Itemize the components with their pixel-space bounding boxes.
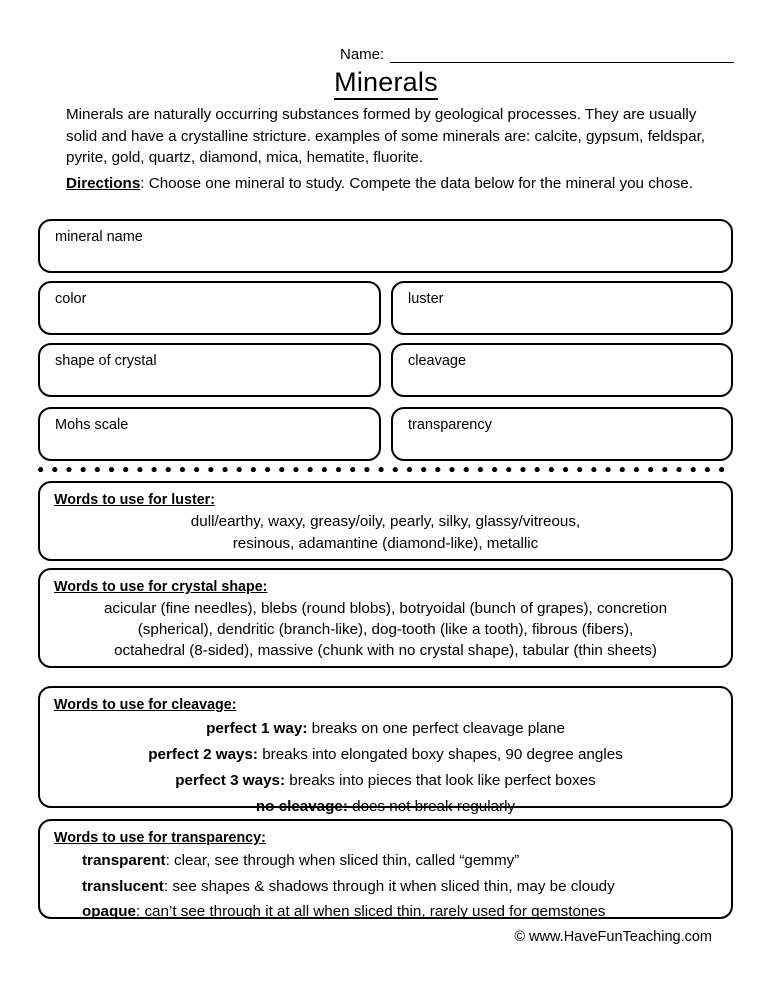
- field-label-cleavage: cleavage: [408, 353, 467, 369]
- reference-line: acicular (fine needles), blebs (round blobs), botryoidal (bunch of grapes), concretion: [103, 600, 668, 617]
- field-color[interactable]: [38, 281, 381, 335]
- reference-definition-term: transparent: [82, 852, 166, 869]
- field-label-transparency: transparency: [408, 417, 492, 433]
- reference-line: dull/earthy, waxy, greasy/oily, pearly, silky, glassy/vitreous,: [190, 513, 581, 530]
- reference-definition-line: [82, 849, 731, 873]
- field-shape-of-crystal[interactable]: [38, 343, 381, 397]
- reference-definition-line: [82, 900, 731, 924]
- field-label-mineral-name: mineral name: [55, 229, 143, 245]
- reference-definition-line: [82, 875, 731, 899]
- field-label-luster: luster: [408, 291, 444, 307]
- reference-definition-desc: : see shapes & shadows through it when sliced thin, may be cloudy: [163, 877, 615, 895]
- reference-definition-line: [40, 769, 731, 792]
- reference-body-crystal-shape: [40, 598, 731, 661]
- reference-definition-line: [40, 743, 731, 766]
- reference-body-cleavage: [40, 717, 731, 818]
- name-label: Name:: [340, 46, 385, 63]
- page-title-text: Minerals: [334, 67, 438, 100]
- directions-label: Directions: [66, 175, 141, 192]
- reference-heading-transparency: Words to use for transparency:: [54, 830, 266, 846]
- reference-line: (spherical), dendritic (branch-like), dog-tooth (like a tooth), fibrous (fibers),: [137, 621, 634, 638]
- reference-box-crystal-shape: [38, 568, 733, 668]
- directions-paragraph: [66, 173, 714, 195]
- intro-paragraph: Minerals are naturally occurring substances formed by geological processes. They are usually solid and have a crystalline stricture. examples of some minerals are: calcite, gypsum, feldspar, pyrite, gold, quartz, diamond, mica, hematite, fluorite.: [66, 106, 706, 166]
- reference-definition-term: perfect 3 ways:: [175, 772, 286, 789]
- field-label-mohs-scale: Mohs scale: [55, 417, 129, 433]
- directions-text: : Choose one mineral to study. Compete the data below for the mineral you chose.: [140, 175, 693, 192]
- reference-definition-term: translucent: [82, 877, 164, 895]
- name-field-row: [340, 46, 734, 63]
- reference-definition-term: perfect 1 way:: [206, 720, 308, 737]
- field-label-color: color: [55, 291, 87, 307]
- reference-definition-term: opaque: [82, 903, 137, 920]
- reference-definition-desc: breaks on one perfect cleavage plane: [307, 720, 565, 737]
- field-cleavage[interactable]: [391, 343, 733, 397]
- reference-line: resinous, adamantine (diamond-like), metallic: [232, 534, 539, 552]
- reference-definition-desc: breaks into elongated boxy shapes, 90 degree angles: [257, 746, 623, 763]
- field-label-shape-of-crystal: shape of crystal: [55, 353, 157, 369]
- page-title: [0, 66, 772, 98]
- reference-definition-line: [40, 717, 731, 740]
- field-mohs-scale[interactable]: [38, 407, 381, 461]
- reference-box-transparency: [38, 819, 733, 919]
- reference-body-luster: [40, 511, 731, 554]
- reference-definition-desc: : can’t see through it at all when sliced thin, rarely used for gemstones: [136, 903, 606, 920]
- field-transparency[interactable]: [391, 407, 733, 461]
- field-mineral-name[interactable]: [38, 219, 733, 273]
- reference-box-cleavage: [38, 686, 733, 815]
- footer-credit: © www.HaveFunTeaching.com: [514, 929, 712, 945]
- reference-box-luster: [38, 481, 733, 561]
- reference-body-transparency: [40, 849, 731, 924]
- reference-heading-cleavage: Words to use for cleavage:: [54, 697, 237, 713]
- reference-definition-desc: does not break regularly: [347, 798, 516, 815]
- dotted-divider: [38, 467, 730, 473]
- reference-definition-desc: : clear, see through when sliced thin, called “gemmy”: [165, 852, 520, 869]
- field-luster[interactable]: [391, 281, 733, 335]
- name-write-in-line[interactable]: [390, 47, 734, 63]
- reference-heading-crystal-shape: Words to use for crystal shape:: [54, 579, 268, 595]
- reference-definition-term: perfect 2 ways:: [148, 746, 258, 763]
- reference-definition-term: no cleavage:: [255, 798, 348, 815]
- reference-line: octahedral (8-sided), massive (chunk with no crystal shape), tabular (thin sheets): [114, 642, 657, 659]
- reference-definition-desc: breaks into pieces that look like perfect boxes: [285, 772, 596, 789]
- reference-definition-line: [40, 795, 731, 818]
- reference-heading-luster: Words to use for luster:: [54, 492, 215, 508]
